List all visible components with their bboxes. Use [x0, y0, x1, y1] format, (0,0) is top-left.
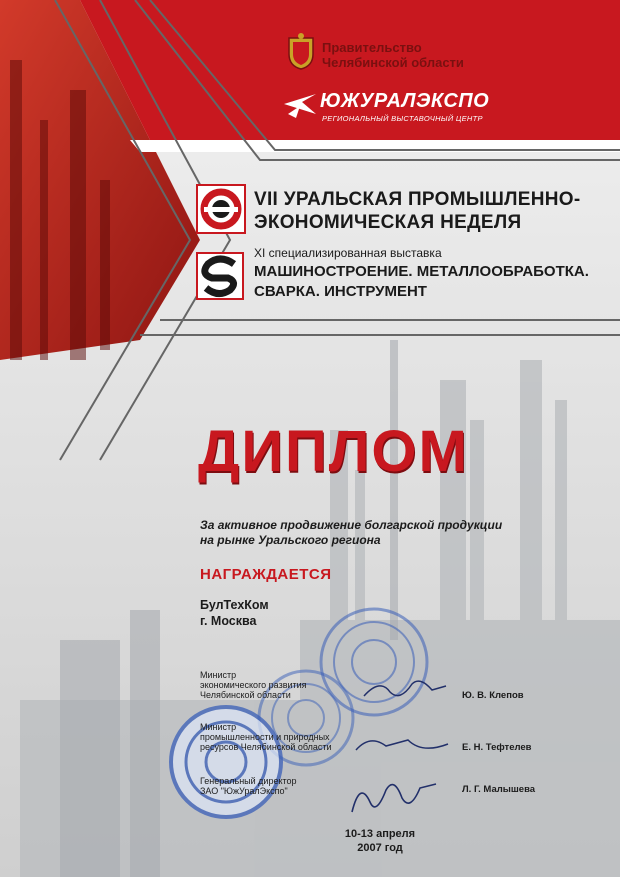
- event-week-title: [254, 188, 581, 234]
- coat-of-arms-icon: [286, 32, 316, 70]
- event-week-line-1: VII УРАЛЬСКАЯ ПРОМЫШЛЕННО-: [254, 189, 581, 210]
- signatory-2-position-line: ресурсов Челябинской области: [200, 742, 332, 752]
- exhibition-line-2: СВАРКА. ИНСТРУМЕНТ: [254, 283, 427, 300]
- exhibition-line-1: МАШИНОСТРОЕНИЕ. МЕТАЛЛООБРАБОТКА.: [254, 263, 589, 280]
- expo-star-logo-icon: [282, 88, 318, 120]
- signatory-1-position-line: экономического развития: [200, 680, 307, 690]
- signatory-2-position-line: промышленности и природных: [200, 732, 330, 742]
- award-motive: [200, 518, 502, 548]
- signatory-3-position-line: Генеральный директор: [200, 776, 297, 786]
- recipient-name: БулТехКом: [200, 598, 269, 612]
- event-week-line-2: ЭКОНОМИЧЕСКАЯ НЕДЕЛЯ: [254, 212, 522, 233]
- motive-line-1: За активное продвижение болгарской продукции: [200, 518, 503, 532]
- signatory-2-name: Е. Н. Тефтелев: [462, 742, 532, 753]
- government-line-2: Челябинской области: [322, 55, 464, 70]
- signatory-1-position-line: Министр: [200, 670, 237, 680]
- signatory-2-position-line: Министр: [200, 722, 237, 732]
- signatory-3-name: Л. Г. Малышева: [462, 784, 536, 795]
- government-name: [322, 40, 464, 70]
- award-label: НАГРАЖДАЕТСЯ: [200, 566, 332, 583]
- signatory-2-position: [200, 722, 332, 752]
- government-line-1: Правительство: [322, 40, 422, 55]
- exhibition-title: [254, 262, 589, 302]
- event-date-range: 10-13 апреля: [344, 828, 416, 840]
- event-date: [320, 827, 440, 855]
- expo-name: ЮЖУРАЛЭКСПО: [320, 90, 490, 112]
- expo-subtitle: РЕГИОНАЛЬНЫЙ ВЫСТАВОЧНЫЙ ЦЕНТР: [322, 114, 483, 123]
- event-date-year: 2007 год: [357, 842, 403, 854]
- recipient-city: г. Москва: [200, 614, 257, 628]
- motive-line-2: на рынке Уральского региона: [200, 533, 381, 547]
- exhibition-s-logo-icon: [196, 252, 244, 300]
- signatory-1-name: Ю. В. Клепов: [462, 690, 524, 701]
- diploma-title: ДИПЛОМ: [198, 419, 469, 484]
- signatory-3-position-line: ЗАО "ЮжУралЭкспо": [200, 786, 288, 796]
- signature-icon: [346, 772, 442, 822]
- signatory-1-position: [200, 670, 307, 700]
- recipient: [200, 597, 269, 629]
- signature-icon: [360, 672, 450, 706]
- signature-icon: [352, 730, 452, 760]
- week-gear-logo-icon: [196, 184, 246, 234]
- exhibition-small-title: XI специализированная выставка: [254, 246, 442, 260]
- signatory-3-position: [200, 776, 297, 796]
- signatory-1-position-line: Челябинской области: [200, 690, 291, 700]
